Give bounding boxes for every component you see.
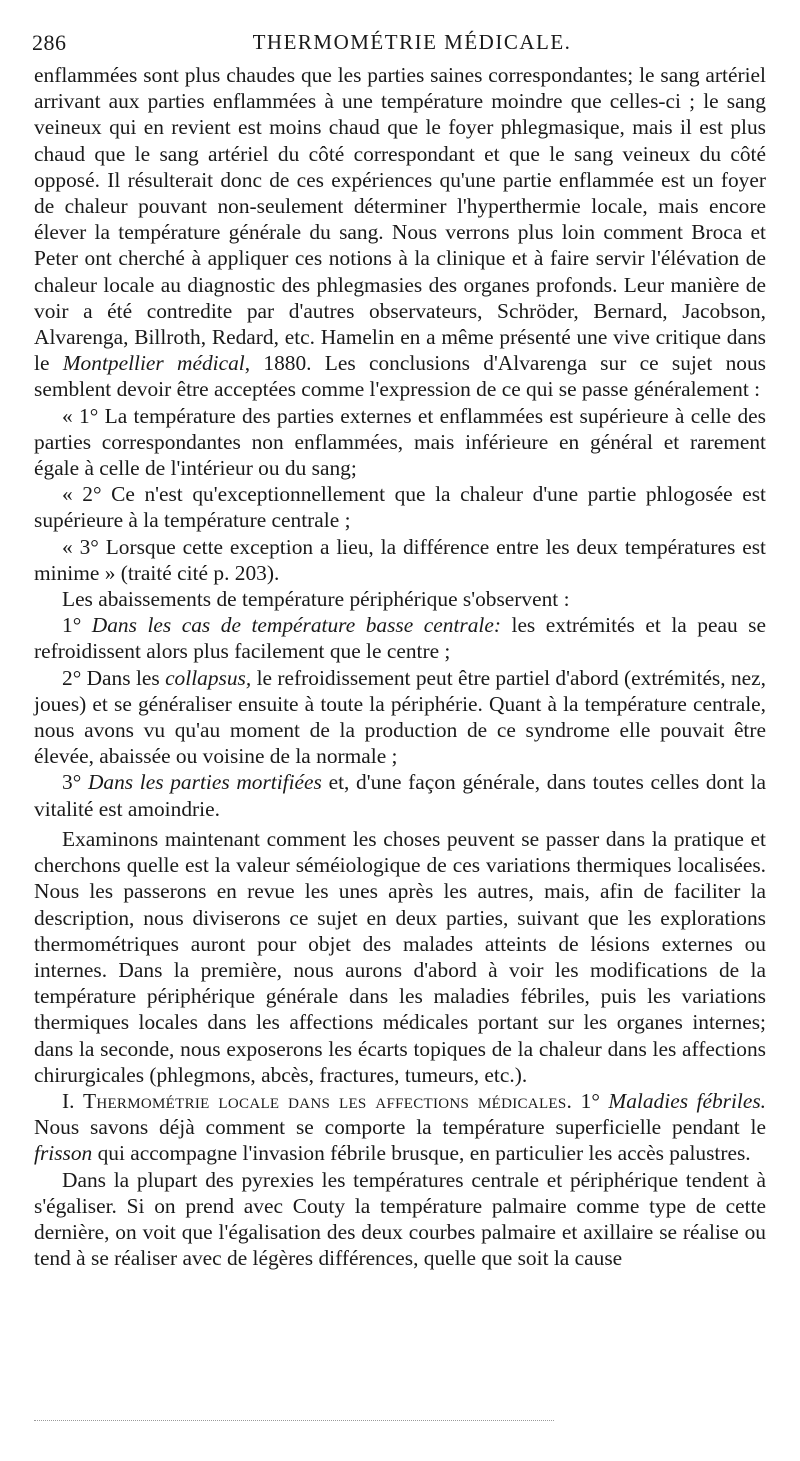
- paragraph-pyrexies: [34, 1167, 766, 1272]
- text-run: « 1° La température des parties externes et enflammées est supérieure à celle des parties correspondantes non enflammées, mais inférieure en général et rarement égale à celle de l'intérieur ou du sang;: [34, 403, 766, 481]
- text-run: I.: [62, 1088, 83, 1113]
- small-caps-run: Thermométrie locale dans les affections médicales.: [82, 1088, 573, 1113]
- list-item-3: [34, 769, 766, 821]
- paragraph-examinons: [34, 826, 766, 1088]
- text-run: « 2° Ce n'est qu'exceptionnellement que la chaleur d'une partie phlogosée est supérieure à la température centrale ;: [34, 482, 766, 533]
- italic-run: Maladies fébriles.: [608, 1088, 767, 1113]
- quote-point-3: [34, 534, 766, 586]
- quote-point-1: [34, 403, 766, 482]
- text-run: 1°: [62, 613, 92, 638]
- text-run: enflammées sont plus chaudes que les parties saines correspondantes; le sang artériel arrivant aux parties enflammées à une température moindre que celles-ci ; le sang veineux qui en revient est moins chaud que le foyer phlegmasique, mais il est plus chaud que le sang artériel du côté correspondant et que le sang veineux du côté opposé. Il résulterait donc de ces expériences qu'une partie enflammée est un foyer de chaleur pouvant non-seulement déterminer l'hyperthermie locale, mais encore élever la température générale du sang. Nous verrons plus loin comment Broca et Peter ont cherché à appliquer ces notions à la clinique et à faire servir l'élévation de chaleur locale au diagnostic des phlegmasies des organes profonds. Leur manière de voir a été contredite par d'autres observateurs, Schröder, Bernard, Jacobson, Alvarenga, Billroth, Redard, etc. Hamelin en a même présenté une vive critique dans le: [34, 63, 766, 376]
- running-title: THERMOMÉTRIE MÉDICALE.: [252, 30, 572, 54]
- text-run: 3°: [62, 770, 88, 795]
- italic-run: frisson: [34, 1141, 93, 1166]
- text-run: les extrémités et la peau se refroidissent alors plus facilement que le centre ;: [34, 613, 766, 664]
- paragraph-abaissements: [34, 586, 766, 612]
- text-run: 2° Dans les: [62, 665, 166, 690]
- body-text: [34, 62, 766, 1271]
- italic-run: collapsus,: [165, 665, 252, 690]
- text-run: Nous savons déjà comment se comporte la température superficielle pendant le: [34, 1115, 766, 1140]
- paragraph-continued: [34, 62, 766, 403]
- text-run: Les abaissements de température périphérique s'observent :: [62, 587, 570, 612]
- text-run: Dans la plupart des pyrexies les températures centrale et périphérique tendent à s'égaliser. Si on prend avec Couty la température palmaire comme type de cette dernière, on voit que l'égalisation des deux courbes palmaire et axillaire se réalise ou tend à se réaliser avec de légères différences, quelle que soit la cause: [34, 1167, 766, 1271]
- text-run: , 1880. Les conclusions d'Alvarenga sur ce sujet nous semblent devoir être acceptées comme l'expression de ce qui se passe généralement :: [34, 351, 766, 402]
- page-number: 286: [32, 30, 67, 55]
- italic-run: Dans les parties mortifiées: [87, 770, 322, 795]
- section-heading-paragraph: [34, 1088, 766, 1167]
- page-header: [32, 30, 772, 60]
- text-run: et, d'une façon générale, dans toutes celles dont la vitalité est amoindrie.: [34, 770, 766, 821]
- text-run: le refroidissement peut être partiel d'abord (extrémités, nez, joues) et se généraliser ensuite à toute la périphérie. Quant à la température centrale, nous avons vu qu'au moment de la production de ce syndrome elle pouvait être élevée, abaissée ou voisine de la normale ;: [34, 665, 766, 769]
- quote-point-2: [34, 481, 766, 533]
- italic-run: Montpellier médical: [62, 351, 245, 376]
- text-run: qui accompagne l'invasion fébrile brusque, en particulier les accès palustres.: [92, 1141, 751, 1166]
- footer-rule: [34, 1420, 554, 1422]
- text-run: 1°: [572, 1088, 609, 1113]
- text-run: « 3° Lorsque cette exception a lieu, la différence entre les deux températures est minime » (traité cité p. 203).: [34, 534, 766, 585]
- list-item-1: [34, 612, 766, 664]
- list-item-2: [34, 665, 766, 770]
- italic-run: Dans les cas de température basse centrale:: [91, 613, 501, 638]
- text-run: Examinons maintenant comment les choses peuvent se passer dans la pratique et cherchons quelle est la valeur séméiologique de ces variations thermiques localisées. Nous les passerons en revue les unes après les autres, mais, afin de faciliter la description, nous diviserons ce sujet en deux parties, suivant que les explorations thermométriques auront pour objet des malades atteints de lésions externes ou internes. Dans la première, nous aurons d'abord à voir les modifications de la température périphérique générale dans les maladies fébriles, puis les variations thermiques locales dans les affections médicales portant sur les organes internes; dans la seconde, nous exposerons les écarts topiques de la chaleur dans les affections chirurgicales (phlegmons, abcès, fractures, tumeurs, etc.).: [34, 826, 766, 1087]
